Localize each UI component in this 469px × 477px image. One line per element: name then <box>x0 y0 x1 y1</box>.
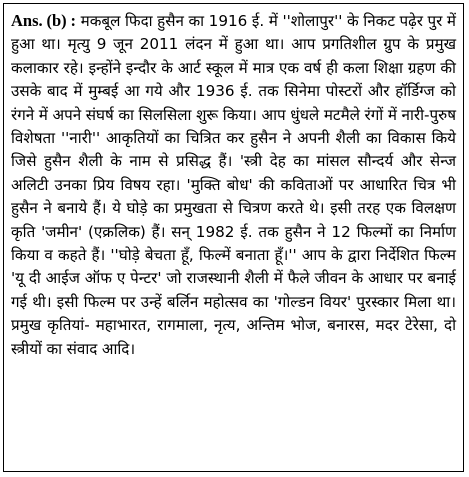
answer-label: Ans. (b) : <box>11 11 77 30</box>
answer-body: मकबूल फिदा हुसैन का 1916 ई. में ''शोलापुर'' के निकट पढ़ेर पुर में हुआ था। मृत्यु 9 जून 2011 लंदन में हुआ था। आप प्रगतिशील ग्रुप के प्रमुख कलाकार रहे। इन्होंने इन्दौर के आर्ट स्कूल में मात्र एक वर्ष ही कला शिक्षा ग्रहण की उसके बाद में मुम्बई आ गये और 1936 ई. तक सिनेमा पोस्टरों और हॉर्डिग्ज को रंगने में अपने संघर्ष का सिलसिला शुरू किया। आप धुंधले मटमैले रंगों में नारी-पुरुष विशेषता ''नारी'' आकृतियों का चित्रित कर हुसैन ने अपनी शैली का विकास किये जिसे हुसैन शैली के नाम से प्रसिद्ध हैं। 'स्त्री देह का मांसल सौन्दर्य और सेन्ज अलिटी उनका प्रिय विषय रहा। 'मुक्ति बोध' की कविताओं पर आधारित चित्र भी हुसैन ने बनाये हैं। ये घोड़े का प्रमुखता से चित्रण करते थे। इसी तरह एक विलक्षण कृति 'जमीन' (एक्रलिक) हैं। सन् 1982 ई. तक हुसैन ने 12 फिल्मों का निर्माण किया व कहते हैं। ''घोड़े बेचता हूँ, फिल्में बनाता हूँ।'' आप के द्वारा निर्देशित फिल्म 'यू दी आईज ऑफ ए पेन्टर' जो राजस्थानी शैली में फैले जीवन के आधार पर बनाई गई थी। इसी फिल्म पर उन्हें बर्लिन महोत्सव का 'गोल्डन वियर' पुरस्कार मिला था। प्रमुख कृतियां- महाभारत, रागमाला, नृत्य, अन्तिम भोज, बनारस, मदर टेरेसा, दो स्त्रीयों का संवाद आदि। <box>11 12 457 358</box>
answer-box <box>3 3 464 472</box>
answer-paragraph <box>11 9 456 361</box>
